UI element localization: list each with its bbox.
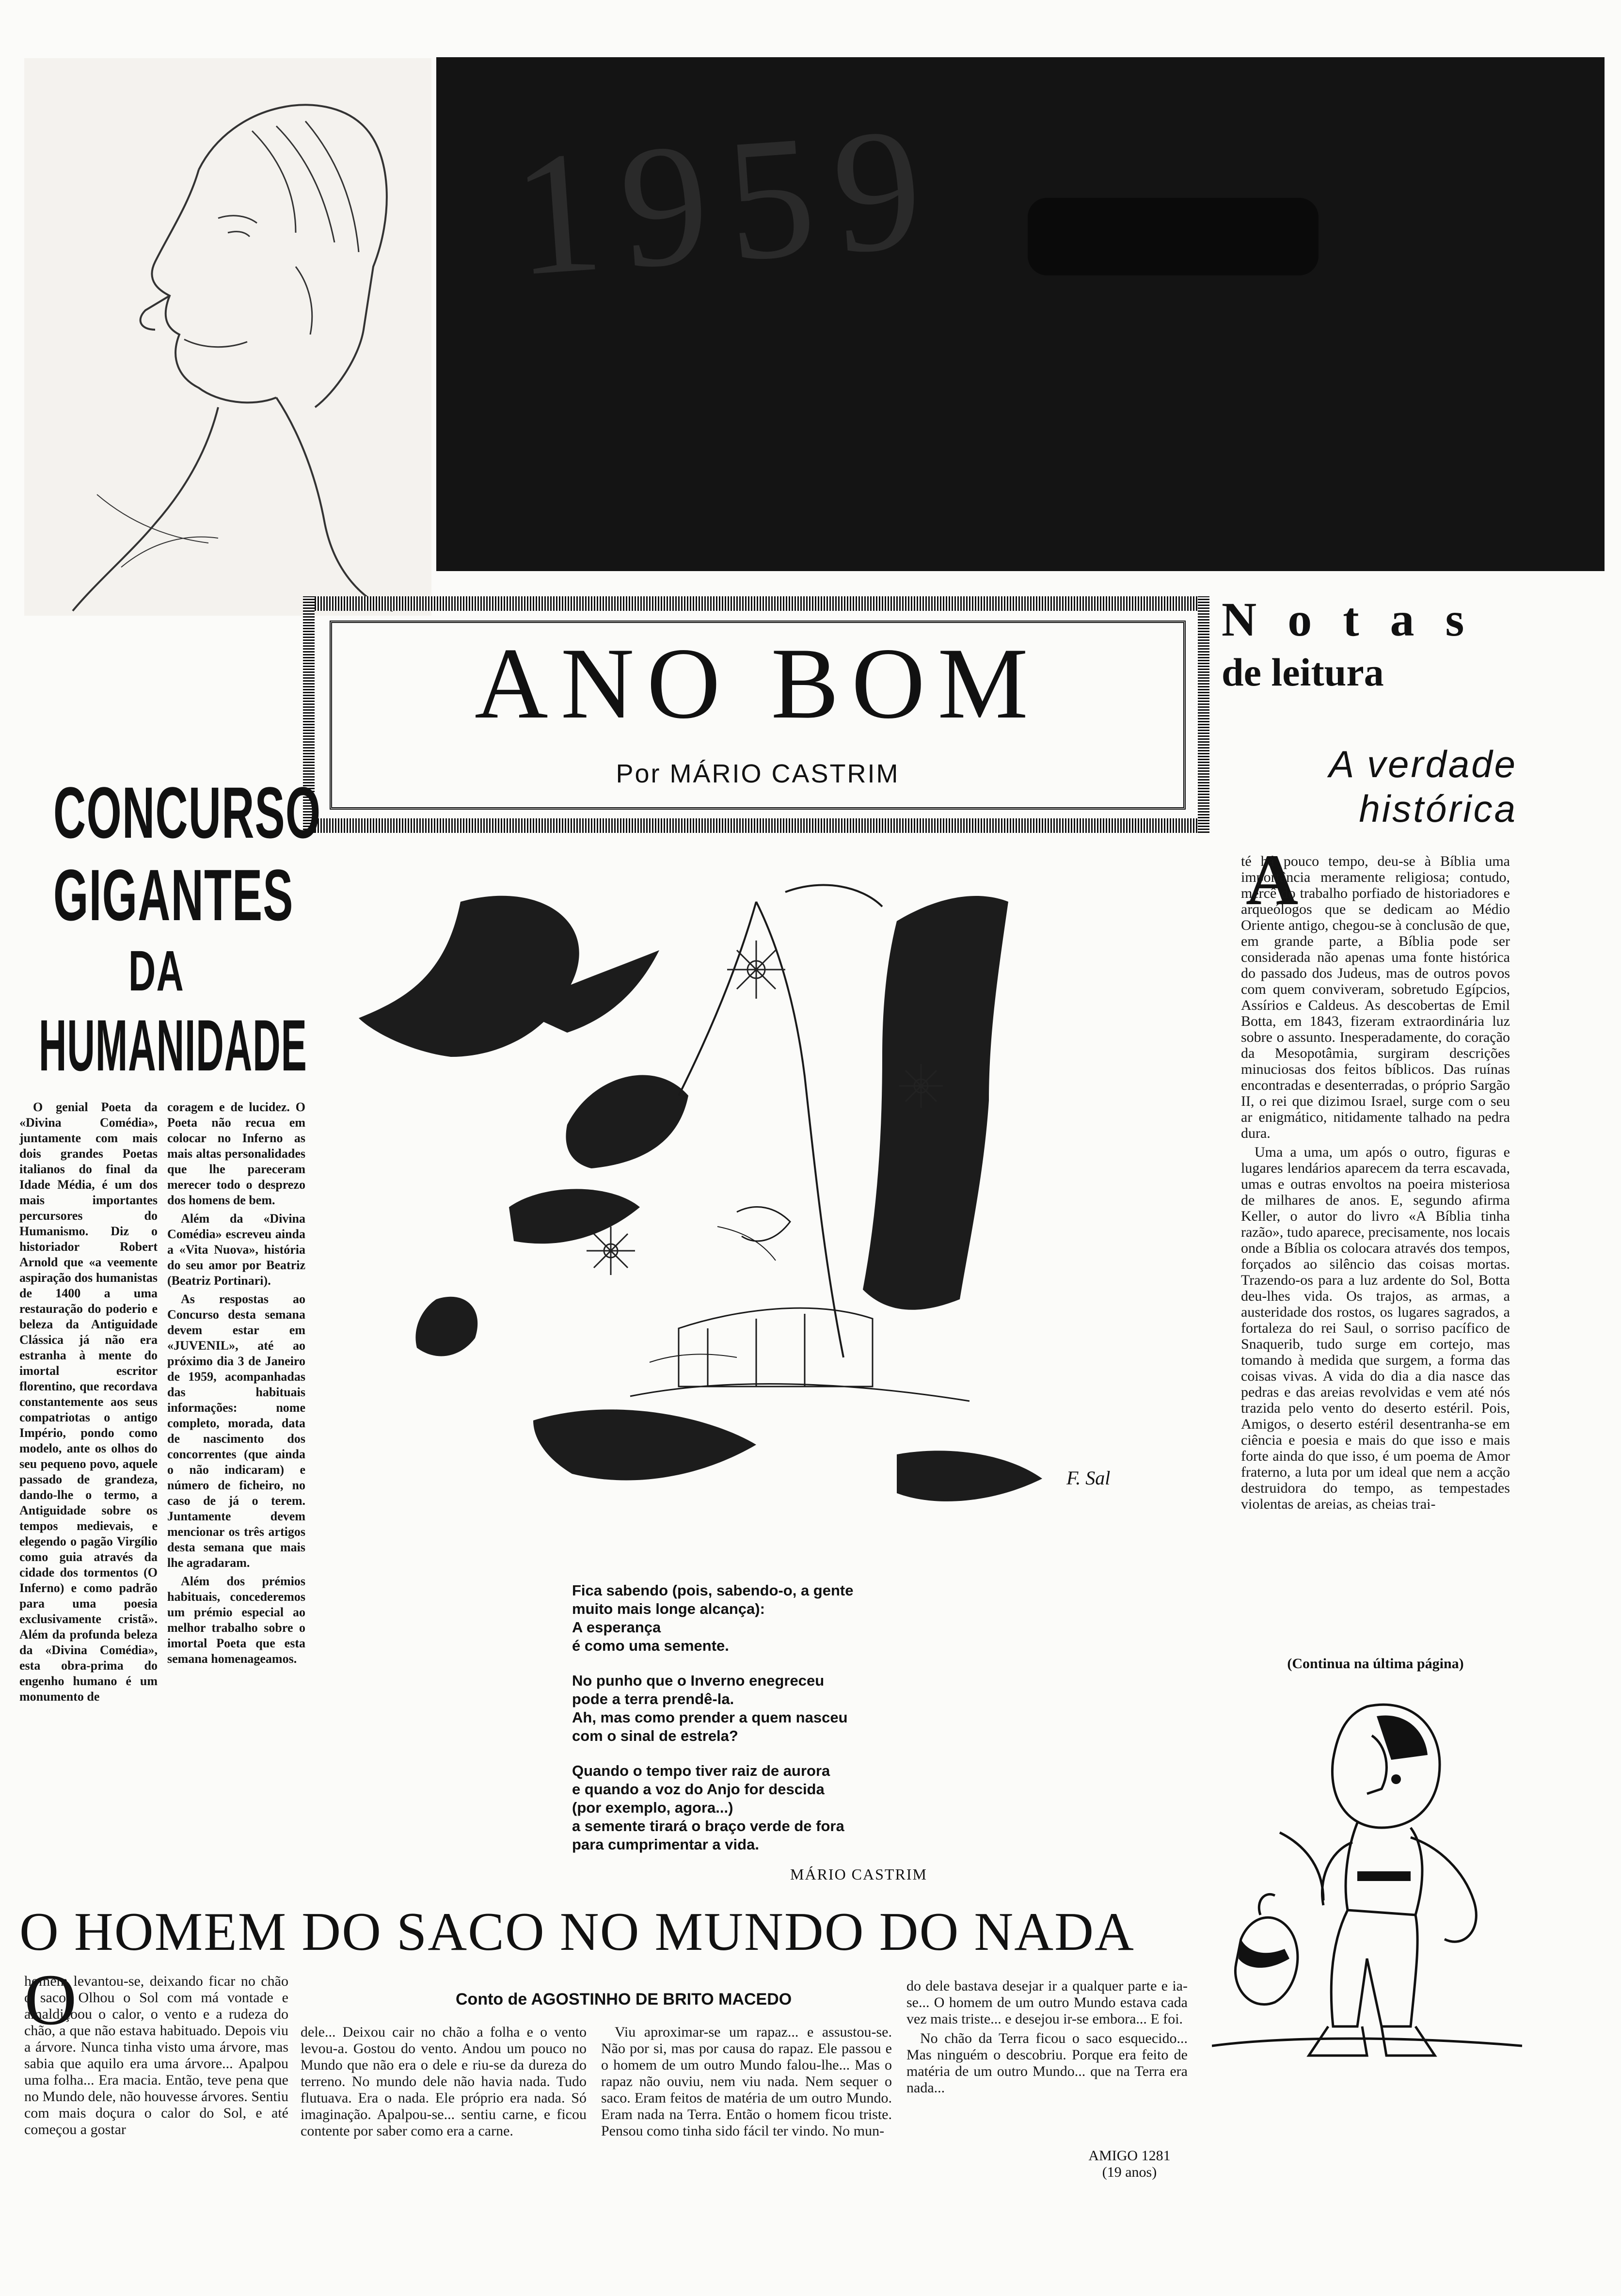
homem-col1-text: homem levantou-se, deixando ficar no chão o saco. Olhou o Sol com má vontade e amaldiçoou o calor, o vento e a rudeza do chão, a que não estava habituado. Depois viu a árvore. Nunca tinha visto uma árvore, mas sabia que aquilo era uma árvore... Apalpou uma folha... Era macia. Então, teve pena que no Mundo dele, não houvesse árvores. Sentiu com mais doçura o calor do Sol, e até começou a gostar — [24, 1973, 288, 2137]
homem-column-2 — [301, 2024, 587, 2142]
poem-line: Quando o tempo tiver raiz de aurora — [572, 1762, 830, 1779]
notas-article-body — [1241, 853, 1510, 1515]
notas-article-title — [1241, 742, 1517, 831]
concurso-title-line2: GIGANTES — [53, 854, 294, 936]
ano-bom-box-bottom-rule — [303, 818, 1209, 833]
ano-bom-box-right-rule — [1198, 596, 1209, 833]
notas-section-subtitle: de leitura — [1222, 650, 1384, 694]
ano-bom-title: ANO BOM — [475, 627, 1041, 740]
homem-byline-prefix: Conto de — [456, 1990, 531, 2009]
concurso-column-2 — [167, 1100, 305, 1670]
homem-signature-line1: AMIGO 1281 — [1088, 2148, 1171, 2164]
homem-col2-text: dele... Deixou cair no chão a folha e o vento levou-a. Gostou do vento. Andou um pouco no Mundo que não era o dele e riu-se da dureza do terreno. No mundo dele não havia nada. Tudo flutuava. Era o nada. Ele próprio era nada. Só imaginação. Apalpou-se... sentiu carne, e ficou contente por saber como era a carne. — [301, 2024, 587, 2139]
ano-bom-poem — [572, 1581, 1192, 1854]
illustration-signature: F. Sal — [1066, 1467, 1111, 1489]
notas-article-title-text: A verdade histórica — [1329, 743, 1517, 830]
concurso-column-1 — [19, 1100, 158, 1707]
homem-col4-p2: No chão da Terra ficou o saco esquecido... Mas ninguém o descobriu. Porque era feito de matéria de um outro Mundo... que na Terra era nada... — [906, 2030, 1188, 2096]
concurso-title-line1: CONCURSO — [53, 772, 321, 853]
year-banner — [436, 57, 1605, 571]
homem-drop-cap: O — [24, 1960, 77, 2040]
homem-col3-text: Viu aproximar-se um rapaz... e assustou-se. Não por si, mas por causa do rapaz. Ele passou e o homem de um outro Mundo falou-lhe... Mas o rapaz não ouviu, nem viu nada. Nem sequer o saco. Eram feitos de matéria de um outro Mundo. Eram nada na Terra. Então o homem ficou triste. Pensou como tinha sido fácil ter vindo. No mun- — [601, 2024, 892, 2139]
homem-signature — [1066, 2148, 1192, 2181]
poem-line: muito mais longe alcança): — [572, 1600, 765, 1617]
year-banner-text: 1959 — [508, 89, 947, 313]
poem-line: A esperança — [572, 1619, 661, 1636]
notas-section-title: Notas — [1222, 592, 1495, 646]
poem-line: é como uma semente. — [572, 1637, 729, 1654]
notas-continued: (Continua na última página) — [1287, 1656, 1464, 1672]
concurso-col2-p2: Além da «Divina Comédia» escreveu ainda a «Vita Nuova», história do seu amor por Beatriz (Beatriz Portinari). — [167, 1212, 305, 1288]
year-banner-shape — [1028, 198, 1319, 275]
ano-bom-box-top-rule — [303, 596, 1209, 611]
poem-line: para cumprimentar a vida. — [572, 1836, 759, 1853]
poem-line: Ah, mas como prender a quem nasceu — [572, 1709, 848, 1726]
concurso-col2-p4: Além dos prémios habituais, concederemos um prémio especial ao melhor trabalho sobre o imortal Poeta que esta semana homenageamos. — [167, 1574, 305, 1666]
homem-column-4 — [906, 1978, 1188, 2099]
notas-text-1: té há pouco tempo, deu-se à Bíblia uma importância meramente religiosa; contudo, mercê do trabalho porfiado de historiadores e arqueólogos que se dedicam ao Médio Oriente antigo, chegou-se à conclusão de que, em grande parte, a Bíblia pode ser considerada não apenas uma fonte histórica do passado dos Judeus, mas de outros povos com quem conviveram, sobretudo Egípcios, Assírios e Caldeus. As descobertas de Emil Botta, em 1843, fizeram extraordinária luz sobre o assunto. Inesperadamente, do coração da Mesopotâmia, surgiram descrições minuciosas dos feitos bíblicos. Das ruínas encontradas e desenterradas, o próprio Sargão II, o rei que dizimou Israel, surge com o seu ar enigmático, nitidamente talhado na pedra dura. — [1241, 853, 1510, 1141]
dante-portrait — [24, 58, 431, 616]
astronaut-cartoon — [1212, 1687, 1522, 2085]
homem-signature-line2: (19 anos) — [1102, 2164, 1157, 2180]
poem-line: e quando a voz do Anjo for descida — [572, 1781, 825, 1798]
homem-headline: O HOMEM DO SACO NO MUNDO DO NADA — [19, 1902, 1135, 1962]
poem-line: Fica sabendo (pois, sabendo-o, a gente — [572, 1582, 854, 1599]
concurso-col2-p1: coragem e de lucidez. O Poeta não recua em colocar no Inferno as mais altas personalidades que lhe pareceram merecer todo o desprezo dos homens de bem. — [167, 1100, 305, 1207]
poem-line: pode a terra prendê-la. — [572, 1690, 734, 1707]
ano-bom-illustration — [339, 873, 1163, 1556]
homem-col4-p1: do dele bastava desejar ir a qualquer parte e ia-se... O homem de um outro Mundo estava cada vez mais triste... e desejou ir-se embora... E foi. — [906, 1978, 1188, 2027]
homem-column-1 — [24, 1973, 288, 2141]
homem-column-3 — [601, 2024, 892, 2142]
ano-bom-byline: Por MÁRIO CASTRIM — [616, 759, 900, 788]
homem-byline-author: AGOSTINHO DE BRITO MACEDO — [531, 1990, 792, 2009]
concurso-col2-p3: As respostas ao Concurso desta semana devem estar em «JUVENIL», até ao próximo dia 3 de Janeiro de 1959, acompanhadas das habituais informações: nome completo, morada, data de nascimento dos concorrentes (que ainda o não indicaram) e número de ficheiro, no caso de já o terem. Juntamente devem mencionar os três artigos desta semana que mais lhe agradaram. — [167, 1292, 305, 1570]
poem-line: a semente tirará o braço verde de fora — [572, 1818, 844, 1834]
homem-byline — [456, 1990, 792, 2009]
poem-line: No punho que o Inverno enegreceu — [572, 1672, 825, 1689]
notas-drop-cap: A — [1246, 840, 1299, 920]
concurso-title — [34, 771, 321, 1091]
concurso-title-line4: HUMANIDADE — [39, 1004, 307, 1086]
poem-line: com o sinal de estrela? — [572, 1727, 738, 1744]
concurso-title-line3: DA — [128, 939, 185, 1003]
notas-text-2: Uma a uma, um após o outro, figuras e lugares lendários aparecem da terra escavada, umas e outras envoltos na poeira misteriosa de milhares de anos. E, segundo afirma Keller, o autor do livro «A Bíblia tinha razão», tudo aparece, precisamente, nos locais onde a Bíblia os colocara através dos tempos, forçados ao silêncio das coisas mortas. Trazendo-os para a luz ardente do Sol, Botta deu-lhes vida. Os trajos, as armas, a austeridade dos rostos, os lugares sagrados, a fortaleza do rei Saul, o sorriso pacífico de Snaquerib, tudo surge em cortejo, mas tomando à medida que surgem, a forma das coisas vivas. A vida do dia a dia nasce das pedras e das areias revolvidas e vem até nós trazida pelo vento do deserto estéril. Pois, Amigos, o deserto estéril desentranha-se em ciência e poesia e mais do que isso e mais forte ainda do que isso, é um poema de Amor fraterno, a luta por um ideal que nem a acção destruidora do tempo, as tempestades violentas de areias, as cheias trai- — [1241, 1144, 1510, 1512]
poem-line: (por exemplo, agora...) — [572, 1799, 733, 1816]
concurso-col1-text: O genial Poeta da «Divina Comédia», juntamente com mais dois grandes Poetas italianos do final da Idade Média, é um dos mais importantes percursores do Humanismo. Diz o historiador Robert Arnold que «a veemente aspiração dos humanistas de 1400 a uma restauração do poderio e beleza da Antiguidade Clássica já não era estranha à mente do imortal escritor florentino, que recordava constantemente aos seus compatriotas o antigo Império, pondo como modelo, ante os olhos do seu pequeno povo, aquele passado de grandeza, dando-lhe o termo, a Antiguidade sobre os tempos medievais, e elegendo o pagão Virgílio como guia através da cidade dos tormentos (O Inferno) e como padrão para uma poesia exclusivamente cristã». Além da profunda beleza da «Divina Comédia», esta obra-prima do engenho humano é um monumento de — [19, 1100, 158, 1704]
poem-author: MÁRIO CASTRIM — [790, 1866, 927, 1883]
